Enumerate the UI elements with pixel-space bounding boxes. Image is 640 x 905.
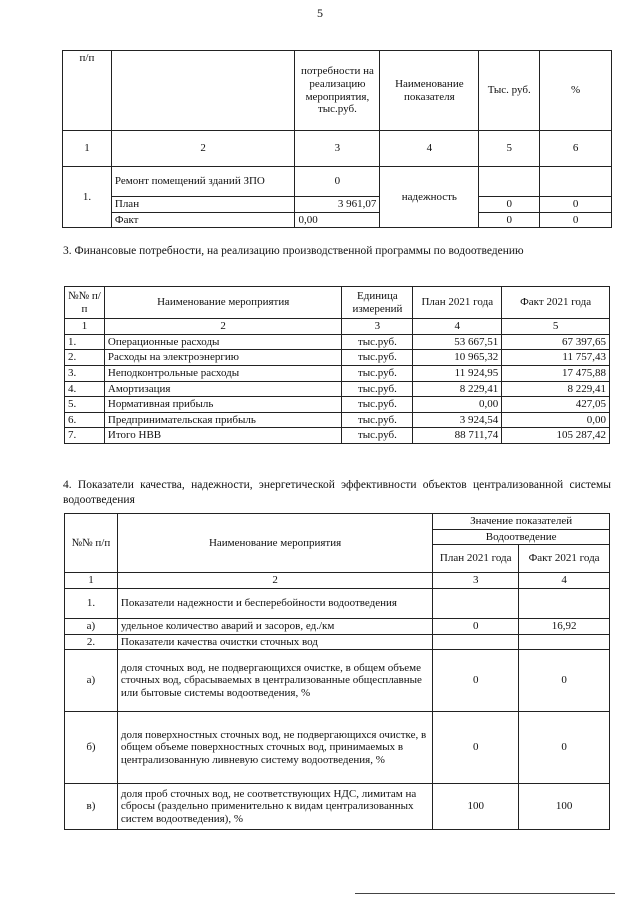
t2-colnum: 4 [413, 319, 502, 335]
table-row [65, 397, 610, 413]
t2-cell: тыс.руб. [342, 397, 413, 413]
table-row [65, 350, 610, 366]
t2-cell: 8 229,41 [413, 381, 502, 397]
t2-cell: 11 757,43 [502, 350, 610, 366]
t3-cell: доля сточных вод, не подвергающихся очистке, в общем объеме сточных вод, сбрасываемых в централизованные общесплавные или бытовые системы водоотведения, % [117, 650, 432, 712]
t3-cell: б) [65, 712, 118, 784]
table-row [65, 650, 610, 712]
t1-fact-value: 0,00 [295, 212, 380, 228]
t2-cell: тыс.руб. [342, 334, 413, 350]
t2-cell: 105 287,42 [502, 428, 610, 444]
t1-fact-rub: 0 [479, 212, 540, 228]
t2-cell: 8 229,41 [502, 381, 610, 397]
t1-colnum: 5 [479, 131, 540, 167]
t1-header-pct: % [540, 51, 612, 131]
page-number: 5 [317, 6, 323, 20]
t2-cell: 10 965,32 [413, 350, 502, 366]
t2-cell: 6. [65, 412, 105, 428]
t3-header-name: Наименование мероприятия [117, 514, 432, 573]
t2-cell: 4. [65, 381, 105, 397]
t3-cell [519, 588, 610, 618]
t3-header-value: Значение показателей [433, 514, 610, 530]
t2-cell: 427,05 [502, 397, 610, 413]
t1-header-num: п/п [63, 51, 112, 131]
t3-cell: в) [65, 784, 118, 830]
table-row [65, 634, 610, 650]
t1-plan-rub: 0 [479, 197, 540, 213]
t3-cell: доля поверхностных сточных вод, не подвергающихся очистке, в общем объеме поверхностных сточных вод, принимаемых в централизованную ливневую систему водоотведения, % [117, 712, 432, 784]
t2-header-num: №№ п/п [65, 287, 105, 319]
t3-cell: 100 [433, 784, 519, 830]
t3-cell: доля проб сточных вод, не соответствующих НДС, лимитам на сбросы (раздельно применительно к видам централизованных систем водоотведения), % [117, 784, 432, 830]
t2-cell: 7. [65, 428, 105, 444]
t1-empty-cell [479, 167, 540, 197]
t3-header-sub: Водоотведение [433, 529, 610, 545]
t2-cell: Расходы на электроэнергию [104, 350, 342, 366]
t3-colnum: 3 [433, 573, 519, 589]
table-3 [64, 513, 610, 830]
t2-header-plan: План 2021 года [413, 287, 502, 319]
t3-header-fact: Факт 2021 года [519, 545, 610, 573]
t2-colnum: 5 [502, 319, 610, 335]
t2-cell: 53 667,51 [413, 334, 502, 350]
t2-cell: 0,00 [413, 397, 502, 413]
t1-header-rub: Тыс. руб. [479, 51, 540, 131]
t3-cell: 0 [519, 650, 610, 712]
t2-cell: Амортизация [104, 381, 342, 397]
t3-header-plan: План 2021 года [433, 545, 519, 573]
t1-val-top: 0 [295, 167, 380, 197]
t3-header-num: №№ п/п [65, 514, 118, 573]
t1-colnum: 2 [111, 131, 295, 167]
t2-cell: 5. [65, 397, 105, 413]
footer-rule [355, 893, 615, 894]
table-row [65, 618, 610, 634]
t2-colnum: 1 [65, 319, 105, 335]
t2-cell: 3 924,54 [413, 412, 502, 428]
t2-colnum: 2 [104, 319, 342, 335]
t1-colnum: 1 [63, 131, 112, 167]
t2-header-unit: Единица измерений [342, 287, 413, 319]
t3-colnum: 1 [65, 573, 118, 589]
t2-cell: тыс.руб. [342, 381, 413, 397]
t2-cell: 2. [65, 350, 105, 366]
t2-header-fact: Факт 2021 года [502, 287, 610, 319]
t1-row-num: 1. [63, 167, 112, 228]
t2-cell: тыс.руб. [342, 412, 413, 428]
t2-cell: тыс.руб. [342, 428, 413, 444]
t2-cell: тыс.руб. [342, 350, 413, 366]
t1-colnum: 6 [540, 131, 612, 167]
t3-cell: 0 [433, 618, 519, 634]
t3-cell: 100 [519, 784, 610, 830]
t3-cell: 1. [65, 588, 118, 618]
t3-cell: 0 [519, 712, 610, 784]
table-row [65, 784, 610, 830]
t2-cell: Нормативная прибыль [104, 397, 342, 413]
t1-row-name: Ремонт помещений зданий ЗПО [111, 167, 295, 197]
table-1 [62, 50, 612, 228]
table-row [65, 712, 610, 784]
t3-cell: 0 [433, 650, 519, 712]
t3-cell: 2. [65, 634, 118, 650]
t3-cell [433, 634, 519, 650]
t3-cell: 0 [433, 712, 519, 784]
t1-indicator: надежность [380, 167, 479, 228]
t1-header-needs: потребности на реализацию мероприятия, тыс.руб. [295, 51, 380, 131]
table-row [65, 428, 610, 444]
t2-cell: 67 397,65 [502, 334, 610, 350]
t1-header-blank [111, 51, 295, 131]
t1-header-indicator: Наименование показателя [380, 51, 479, 131]
t3-cell: Показатели качества очистки сточных вод [117, 634, 432, 650]
table-row [65, 588, 610, 618]
t3-cell [433, 588, 519, 618]
table-row [65, 365, 610, 381]
table-row [65, 381, 610, 397]
t2-cell: 0,00 [502, 412, 610, 428]
t1-plan-label: План [111, 197, 295, 213]
t2-cell: 11 924,95 [413, 365, 502, 381]
t2-cell: тыс.руб. [342, 365, 413, 381]
t1-empty-cell [540, 167, 612, 197]
t2-cell: Неподконтрольные расходы [104, 365, 342, 381]
t1-plan-pct: 0 [540, 197, 612, 213]
t2-cell: 3. [65, 365, 105, 381]
t2-cell: 1. [65, 334, 105, 350]
t3-cell: 16,92 [519, 618, 610, 634]
t3-cell: а) [65, 650, 118, 712]
t2-cell: 88 711,74 [413, 428, 502, 444]
t1-colnum: 4 [380, 131, 479, 167]
t2-colnum: 3 [342, 319, 413, 335]
t3-colnum: 2 [117, 573, 432, 589]
table-row [65, 334, 610, 350]
t3-colnum: 4 [519, 573, 610, 589]
t2-cell: Итого НВВ [104, 428, 342, 444]
t3-cell: Показатели надежности и бесперебойности водоотведения [117, 588, 432, 618]
table-row [65, 412, 610, 428]
section-3-title: 3. Финансовые потребности, на реализацию производственной программы по водоотведению [63, 245, 524, 257]
t2-cell: 17 475,88 [502, 365, 610, 381]
t1-plan-value: 3 961,07 [295, 197, 380, 213]
t3-cell: а) [65, 618, 118, 634]
t1-fact-pct: 0 [540, 212, 612, 228]
t2-cell: Операционные расходы [104, 334, 342, 350]
t3-cell [519, 634, 610, 650]
section-4-title: 4. Показатели качества, надежности, энергетической эффективности объектов централизованной системы водоотведения [63, 479, 611, 506]
t2-cell: Предпринимательская прибыль [104, 412, 342, 428]
t2-header-name: Наименование мероприятия [104, 287, 342, 319]
table-2 [64, 286, 610, 444]
t1-colnum: 3 [295, 131, 380, 167]
t1-fact-label: Факт [111, 212, 295, 228]
t3-cell: удельное количество аварий и засоров, ед./км [117, 618, 432, 634]
